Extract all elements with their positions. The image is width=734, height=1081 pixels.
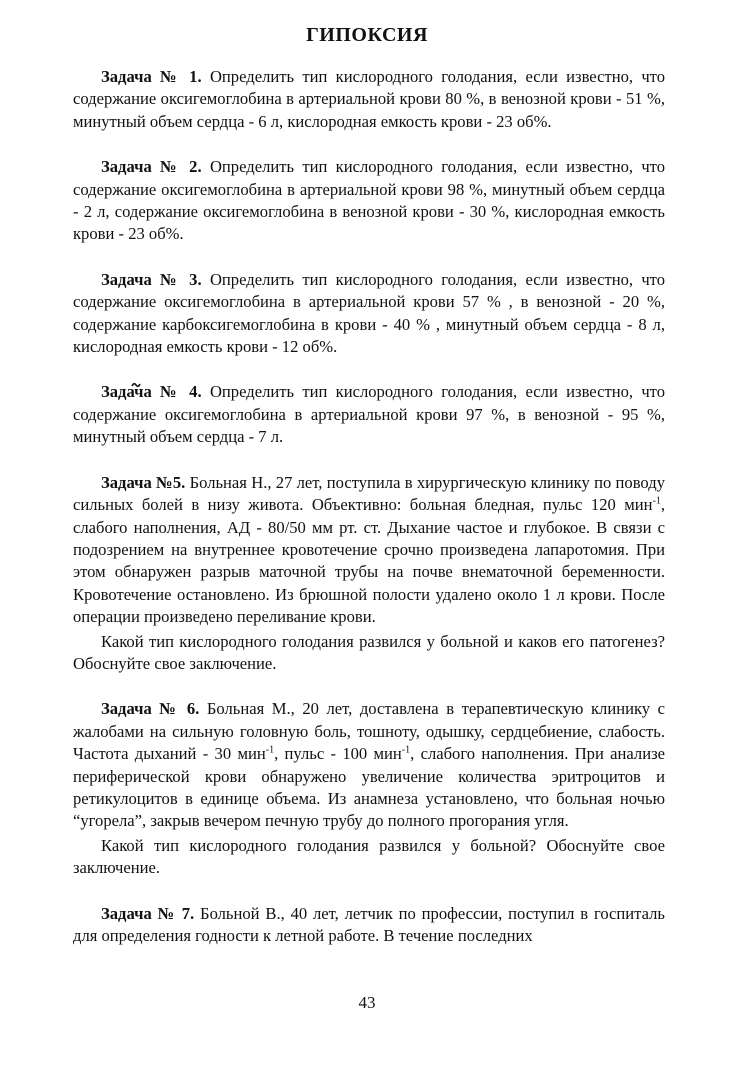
task-6: [73, 698, 665, 879]
task-text: Определить тип кислородного голодания, если известно, что содержание оксигемоглобина в артериальной крови 98 %, минутный объем сердца - 2 л, содержание оксигемоглобина в венозной крови - 30 %, кислородная емкость крови - 23 об%.: [73, 157, 666, 244]
task-label: Задача № 6.: [101, 699, 200, 719]
page-title: ГИПОКСИЯ: [306, 24, 428, 46]
task-text: , слабого наполнения. При анализе периферической крови обнаружено увеличение количества эритроцитов и ретикулоцитов в единице объема. Из анамнеза установлено, что больная ночью “угорела”, закрыв вечером печную трубу до полного прогорания угля.: [73, 744, 665, 831]
task-text: Больная Н., 27 лет, поступила в хирургическую клинику по поводу сильных болей в низу живота. Объективно: больная бледная, пульс 120 мин: [73, 472, 665, 515]
task-paragraph: [73, 269, 665, 359]
task-text: Определить тип кислородного голодания, если известно, что содержание оксигемоглобина в артериальной крови 80 %, в венозной крови - 51 %, минутный объем сердца - 6 л, кислородная емкость крови - 23 об%.: [73, 67, 666, 131]
task-label: Задача № 4.: [101, 382, 202, 402]
task-2: [73, 156, 665, 246]
task-3: [73, 269, 665, 359]
task-4: [73, 381, 665, 448]
task-question: Какой тип кислородного голодания развился у больной и каков его патогенез? Обоснуйте свое заключение.: [73, 631, 665, 673]
task-7: [73, 903, 665, 948]
task-text: Определить тип кислородного голодания, если известно, что содержание оксигемоглобина в артериальной крови 97 %, в венозной - 95 %, минутный объем сердца - 7 л.: [73, 382, 666, 447]
task-label: Задача № 3.: [101, 269, 202, 289]
page-number: 43: [358, 993, 376, 1012]
tasks-section: [73, 66, 665, 970]
task-5: [73, 472, 665, 676]
task-text: Больная М., 20 лет, доставлена в терапевтическую клинику с жалобами на сильную головную боль, тошноту, одышку, сердцебиение, слабость. Частота дыханий - 30 мин: [73, 699, 666, 764]
superscript: -1: [401, 744, 411, 756]
task-text: Определить тип кислородного голодания, если известно, что содержание оксигемоглобина в артериальной крови 57 % , в венозной - 20 %, содержание карбоксигемоглобина в крови - 40 % , минутный объем сердца - 8 л, кислородная емкость крови - 12 об%.: [73, 269, 666, 357]
superscript: -1: [265, 744, 275, 756]
task-paragraph: [73, 66, 665, 133]
task-paragraph: [73, 156, 665, 246]
task-label: Задача №5.: [101, 472, 186, 492]
task-text: , слабого наполнения, АД - 80/50 мм рт. ст. Дыхание частое и глубокое. В связи с подозрением на внутреннее кровотечение срочно произведена лапаротомия. При этом обнаружен разрыв маточной трубы на почве внематочной беременности. Кровотечение остановлено. Из брюшной полости удалено около 1 л крови. После операции произведено переливание крови.: [73, 495, 665, 627]
task-text: Больной В., 40 лет, летчик по профессии, поступил в госпиталь для определения годности к летной работе. В течение последних: [73, 903, 665, 945]
task-label: Задача № 1.: [101, 67, 202, 86]
task-1: [73, 66, 665, 133]
task-paragraph: [73, 903, 665, 948]
task-text: , пульс - 100 мин: [274, 744, 402, 764]
superscript: -1: [652, 495, 661, 507]
task-paragraph: [73, 381, 665, 448]
task-label: Задача № 7.: [101, 903, 195, 923]
task-question: Какой тип кислородного голодания развился у больной? Обоснуйте свое заключение.: [73, 835, 665, 878]
task-paragraph: [73, 472, 665, 629]
task-paragraph: [73, 698, 665, 832]
task-label: Задача № 2.: [101, 157, 202, 177]
